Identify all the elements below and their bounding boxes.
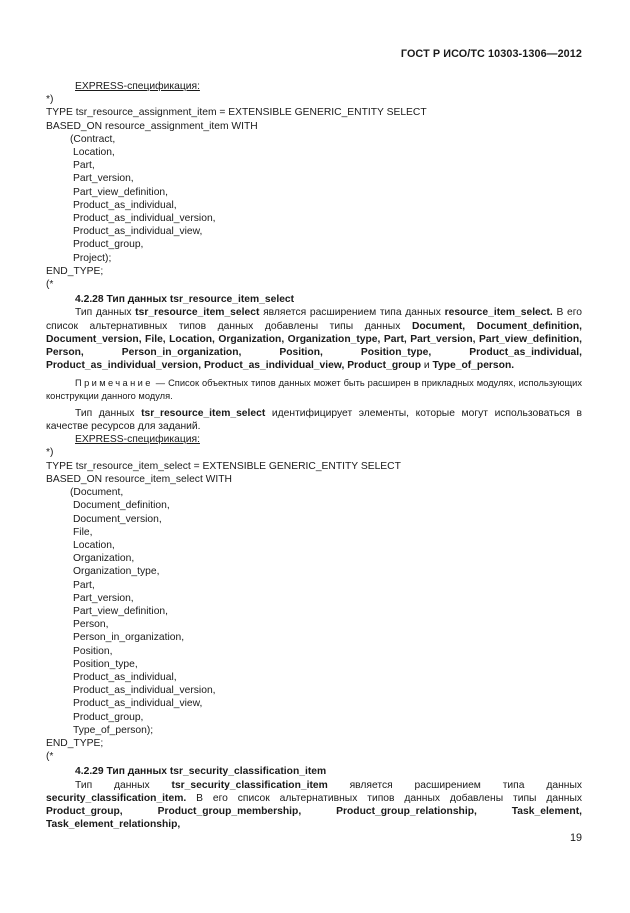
comment-close: (*	[46, 751, 54, 763]
select-item: Project);	[73, 252, 112, 264]
comment-close: (*	[46, 279, 54, 291]
select-item: Document_definition,	[73, 500, 170, 512]
page-content	[46, 80, 582, 831]
comment-open: *)	[46, 447, 54, 459]
select-item: Part_view_definition,	[73, 605, 169, 617]
select-item: Position_type,	[73, 658, 138, 670]
section-heading: 4.2.28 Тип данных tsr_resource_item_select	[75, 294, 295, 306]
select-item: Person,	[73, 619, 109, 631]
select-item-list	[46, 486, 582, 737]
select-item: Position,	[73, 645, 113, 657]
select-item: Location,	[73, 147, 115, 159]
select-item: (Document,	[70, 487, 124, 499]
select-item: Organization,	[73, 553, 135, 565]
based-on-line: BASED_ON resource_item_select WITH	[46, 473, 232, 485]
select-item: Person_in_organization,	[73, 632, 185, 644]
section-heading: 4.2.29 Тип данных tsr_security_classification_item	[75, 766, 327, 778]
section-paragraph: Тип данных tsr_resource_item_select является расширением типа данных resource_item_select. В его список альтернативных типов данных добавлены типы данных Document, Document_definition, Document_version, File, Location, Organization, Organization_type, Part, Part_version, Part_view_definition, Person, Person_in_organization, Position, Position_type, Product_as_individual, Product_as_individual_version, Product_as_individual_view, Product_group и Type_of_person.	[46, 307, 582, 372]
end-type: END_TYPE;	[46, 737, 104, 749]
note-paragraph: Примечание — Список объектных типов данных может быть расширен в прикладных модулях, использующих конструкции данного модуля.	[46, 378, 582, 401]
select-item: Product_group,	[73, 711, 144, 723]
end-type: END_TYPE;	[46, 265, 104, 277]
select-item: Document_version,	[73, 513, 162, 525]
select-item: Organization_type,	[73, 566, 160, 578]
page-header: ГОСТ Р ИСО/ТС 10303-1306—2012	[400, 48, 582, 60]
select-item: Part_view_definition,	[73, 186, 169, 198]
comment-open: *)	[46, 94, 54, 106]
select-item: Part,	[73, 160, 95, 172]
select-item: Product_as_individual_version,	[73, 685, 216, 697]
select-item: Product_as_individual_view,	[73, 698, 203, 710]
select-item: Product_group,	[73, 239, 144, 251]
select-item: Product_as_individual_version,	[73, 213, 216, 225]
select-item: Part_version,	[73, 173, 134, 185]
section-paragraph: Тип данных tsr_resource_item_select идентифицирует элементы, которые могут использоваться в качестве ресурсов для заданий.	[46, 407, 582, 433]
select-item: (Contract,	[70, 133, 116, 145]
type-declaration: TYPE tsr_resource_item_select = EXTENSIBLE GENERIC_ENTITY SELECT	[46, 460, 401, 472]
select-item: Product_as_individual,	[73, 671, 177, 683]
express-spec-label: EXPRESS-спецификация:	[75, 81, 200, 92]
select-item-list	[46, 133, 582, 265]
select-item: Product_as_individual_view,	[73, 226, 203, 238]
section-paragraph: Тип данных tsr_security_classification_item является расширением типа данных security_classification_item. В его список альтернативных типов данных добавлены типы данных Product_group, Product_group_membership, Product_group_relationship, Task_element, Task_element_relationship,	[46, 779, 582, 831]
select-item: File,	[73, 526, 93, 538]
select-item: Product_as_individual,	[73, 199, 177, 211]
express-spec-label: EXPRESS-спецификация:	[75, 434, 200, 446]
based-on-line: BASED_ON resource_assignment_item WITH	[46, 120, 258, 132]
type-declaration: TYPE tsr_resource_assignment_item = EXTENSIBLE GENERIC_ENTITY SELECT	[46, 107, 427, 119]
page-number: 19	[569, 832, 582, 844]
select-item: Location,	[73, 539, 115, 551]
select-item: Type_of_person);	[73, 724, 154, 736]
select-item: Part_version,	[73, 592, 134, 604]
select-item: Part,	[73, 579, 95, 591]
